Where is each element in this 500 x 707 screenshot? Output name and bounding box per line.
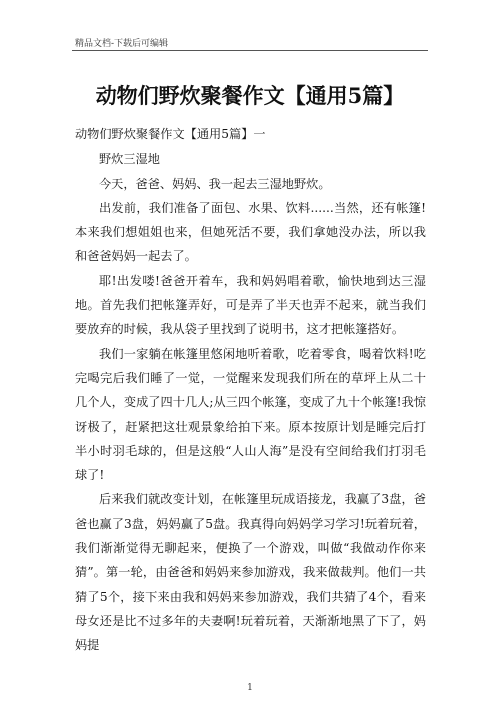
document-body: [75, 122, 426, 658]
paragraph: 野炊三湿地: [99, 152, 160, 167]
paragraph: 我们一家躺在帐篷里悠闲地听着歌，吃着零食，喝着饮料!吃完喝完后我们睡了一觉，一觉醒来发现我们所在的草坪上从二十几个人，变成了四十几人;从三四个帐篷，变成了九十个帐篷!我惊讶极了，赶紧把这壮观景象给拍下来。原本按原计划是睡完后打半小时羽毛球的，但是这般“人山人海”是没有空间给我们打羽毛球了!: [75, 346, 426, 483]
header-divider: [72, 50, 428, 51]
paragraph: 今天，爸爸、妈妈、我一起去三湿地野炊。: [99, 176, 331, 191]
paragraph: 出发前，我们准备了面包、水果、饮料......当然，还有帐篷!本来我们想姐姐也来，但她死活不要，我们拿她没办法，所以我和爸爸妈妈一起去了。: [75, 200, 426, 264]
document-title: 动物们野炊聚餐作文【通用5篇】: [95, 83, 405, 108]
section-heading: 动物们野炊聚餐作文【通用5篇】一: [75, 127, 266, 141]
page-number: 1: [247, 683, 253, 693]
page-header: 精品文档-下载后可编辑: [75, 39, 169, 49]
paragraph: 后来我们就改变计划，在帐篷里玩成语接龙，我赢了3盘，爸爸也赢了3盘，妈妈赢了5盘。我真得向妈妈学习学习!玩着玩着，我们渐渐觉得无聊起来，便换了一个游戏，叫做“我做动作你来猜”。第一轮，由爸爸和妈妈来参加游戏，我来做裁判。他们一共猜了5个，接下来由我和妈妈来参加游戏，我们共猜了4个，看来母女还是比不过多年的夫妻啊!玩着玩着，天渐渐地黑了下了，妈妈提: [75, 492, 426, 653]
paragraph: 耶!出发喽!爸爸开着车，我和妈妈唱着歌，愉快地到达三湿地。首先我们把帐篷弄好，可是弄了半天也弄不起来，就当我们要放弃的时候，我从袋子里找到了说明书，这才把帐篷搭好。: [75, 273, 426, 337]
